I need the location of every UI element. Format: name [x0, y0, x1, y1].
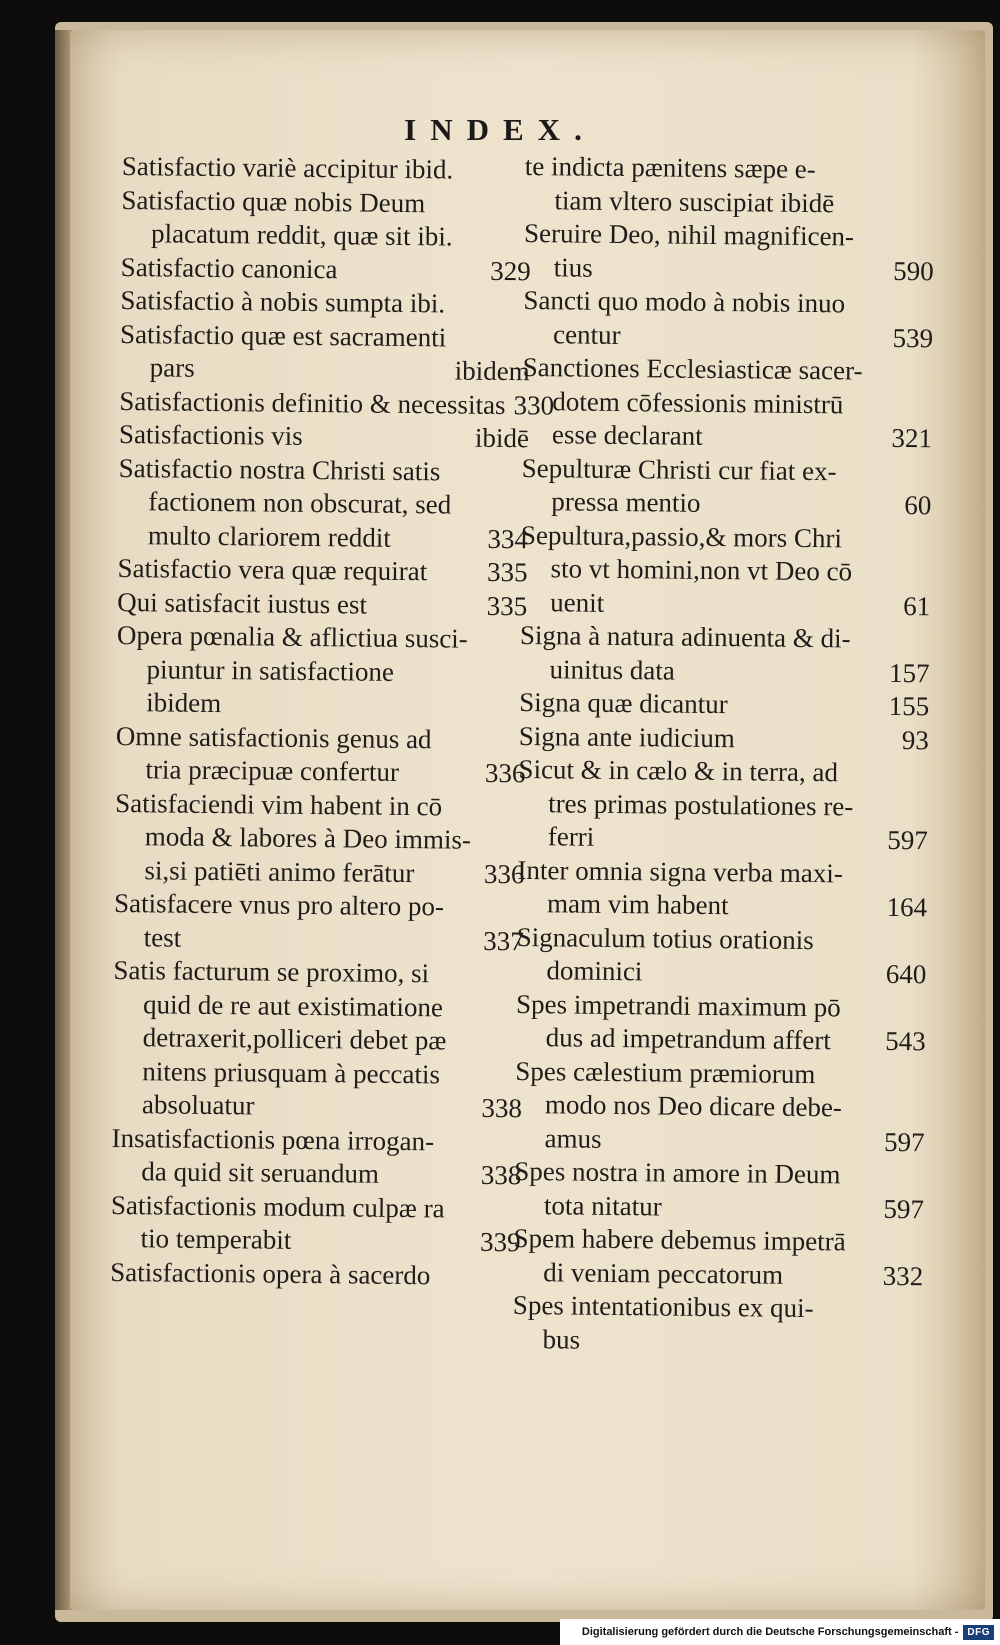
index-entry [121, 250, 531, 288]
index-entry-text: Sicut & in cælo & in terra, ad [518, 753, 839, 788]
index-entry-line [113, 1021, 523, 1059]
index-entry-line [518, 820, 928, 858]
index-entry-line [513, 1289, 923, 1327]
index-entry-text: multo clariorem reddit [147, 519, 392, 553]
index-entry-line [117, 552, 527, 590]
credit-text: Digitalisierung gefördert durch die Deutsche Forschungsgemeinschaft - [581, 1626, 959, 1638]
index-entry-text: dotem cōfessionis ministrū [552, 385, 844, 419]
index-entry-line [121, 217, 531, 255]
index-entry-text: uinitus data [549, 653, 675, 686]
index-entry [119, 418, 529, 456]
index-entry-line [114, 887, 524, 925]
index-entry [119, 384, 555, 422]
index-entry [120, 317, 531, 388]
page-reference: 334 [487, 523, 529, 554]
page-reference: 157 [888, 657, 930, 688]
index-entry-text: Sanctiones Ecclesiasticæ sacer- [522, 351, 863, 386]
index-entry-text: di veniam peccatorum [543, 1256, 784, 1290]
index-entry [116, 619, 527, 724]
index-entry-line [118, 518, 528, 556]
index-entry-text: esse declarant [551, 419, 703, 451]
index-entry [521, 451, 932, 522]
page-reference: 339 [479, 1226, 521, 1258]
index-entry-text: factionem non obscurat, sed [148, 486, 452, 520]
index-entry-text: ibidem [146, 687, 222, 719]
index-entry-text: pars [149, 352, 195, 383]
index-entry-line [520, 619, 930, 657]
index-entry-line [112, 1054, 522, 1092]
index-entry [118, 451, 529, 556]
index-entry-line [111, 1155, 521, 1193]
index-entry-text: pressa mentio [551, 486, 701, 518]
index-column-left [110, 150, 555, 1293]
index-entry-line [115, 820, 525, 858]
index-entry-line [514, 1155, 924, 1193]
page-reference: 330 [513, 389, 555, 421]
index-entry-text: sto vt homini,non vt Deo cō [550, 553, 853, 587]
index-entry-line [524, 217, 934, 255]
index-entry-line [118, 485, 528, 523]
index-entry-line [118, 451, 528, 489]
index-entry [512, 1289, 923, 1360]
index-entry-text: Signa à natura adinuenta & di- [519, 619, 851, 654]
index-entry-text: moda & labores à Deo immis- [144, 821, 472, 855]
page-reference: 60 [904, 489, 932, 521]
index-entry [518, 753, 929, 858]
index-entry [524, 217, 935, 288]
index-entry-text: Sancti quo modo à nobis inuo [523, 284, 846, 319]
index-entry-text: centur [552, 318, 621, 350]
index-entry-text: Signaculum totius orationis [516, 921, 814, 955]
index-entry [111, 1121, 522, 1192]
index-entry-text: Omne satisfactionis genus ad [115, 720, 432, 754]
index-entry-line [513, 1255, 923, 1293]
index-entry-line [119, 418, 529, 456]
index-entry [514, 1054, 925, 1159]
index-entry [110, 1188, 521, 1259]
index-entry [513, 1222, 924, 1293]
index-entry-text: Insatisfactionis pœna irrogan- [111, 1122, 435, 1156]
index-entry-line [518, 753, 928, 791]
index-entry-text: dominici [546, 955, 643, 987]
index-entry-line [116, 652, 526, 690]
index-entry-line [514, 1121, 924, 1159]
index-entry [524, 150, 935, 221]
index-entry-line [121, 250, 531, 288]
index-entry-text: Satisfactio quæ nobis Deum [121, 184, 426, 218]
page-reference: 335 [486, 590, 528, 621]
index-entry-text: tio temperabit [140, 1223, 292, 1255]
index-entry-text: Satisfactionis vis [118, 418, 303, 451]
index-entry [115, 719, 526, 790]
index-entry-text: Satisfactionis opera à sacerdo [110, 1256, 431, 1290]
index-entry-text: Spes cælestium præmiorum [515, 1055, 816, 1089]
index-entry [514, 1155, 925, 1226]
index-entry-line [523, 317, 933, 355]
index-entry-text: Opera pœnalia & aflictiua susci- [116, 619, 468, 654]
index-entry-line [522, 384, 932, 422]
index-entry-line [524, 183, 934, 221]
index-entry-line [120, 351, 530, 389]
index-entry-text: Inter omnia signa verba maxi- [517, 854, 843, 888]
page-reference: 338 [480, 1159, 522, 1191]
index-entry-line [519, 686, 929, 724]
index-entry-text: Satisfactio canonica [120, 251, 338, 284]
index-entry-text: bus [542, 1323, 581, 1355]
index-entry-line [512, 1322, 922, 1360]
index-entry-line [112, 1088, 522, 1126]
index-entry-text: ferri [547, 821, 595, 852]
index-entry-line [122, 150, 532, 188]
index-entry-text: Qui satisfacit iustus est [117, 586, 368, 620]
index-entry-line [523, 284, 933, 322]
page-reference: ibidem [454, 355, 530, 387]
index-entry [516, 920, 927, 991]
index-entry-line [519, 652, 929, 690]
index-entry-line [111, 1188, 521, 1226]
index-entry-line [520, 585, 930, 623]
page-reference: 597 [887, 824, 928, 856]
index-entry-text: placatum reddit, quæ sit ibi. [150, 218, 453, 252]
index-entry-line [525, 150, 935, 188]
index-entry-text: Spes intentationibus ex qui- [512, 1289, 814, 1324]
index-entry-line [121, 183, 531, 221]
index-entry-line [524, 250, 934, 288]
index-entry-line [516, 987, 926, 1025]
index-entry [110, 1255, 520, 1293]
index-entry-line [520, 552, 930, 590]
index-entry-text: tius [553, 251, 593, 283]
index-entry [519, 686, 929, 724]
index-entry [519, 719, 929, 757]
page-reference: 590 [893, 255, 934, 286]
page-reference: 336 [483, 858, 525, 889]
page-title: INDEX. [404, 112, 596, 147]
index-entry-text: Sepulturæ Christi cur fiat ex- [521, 452, 837, 486]
index-entry [519, 619, 930, 690]
index-entry [114, 786, 525, 891]
index-entry [117, 585, 527, 623]
index-entry-line [513, 1222, 923, 1260]
page-reference: 336 [484, 757, 526, 789]
page-reference: 640 [885, 958, 927, 990]
index-entry-text: Satisfactionis modum culpæ ra [110, 1189, 445, 1223]
index-entry-line [516, 954, 926, 992]
index-entry-text: amus [544, 1122, 602, 1154]
index-entry-text: Satisfactio vera quæ requirat [117, 552, 428, 587]
index-entry-text: Satisfactio variè accipitur ibid. [121, 150, 454, 185]
index-entry [114, 887, 525, 958]
index-entry-text: te indicta pænitens sæpe e- [524, 150, 816, 185]
index-entry [516, 987, 927, 1058]
index-entry-text: detraxerit,polliceri debet pæ [142, 1022, 447, 1056]
index-entry-line [115, 786, 525, 824]
index-entry-line [515, 1088, 925, 1126]
index-entry [522, 351, 933, 456]
index-entry-text: Satisfaciendi vim habent in cō [115, 787, 443, 821]
index-entry-text: Signa ante iudicium [518, 720, 735, 753]
index-entry [120, 284, 530, 322]
index-entry-text: tria præcipuæ confertur [145, 754, 400, 787]
index-entry-text: da quid sit seruandum [141, 1156, 380, 1189]
page-reference: 93 [901, 724, 930, 755]
index-entry-line [521, 451, 931, 489]
index-entry-text: tota nitatur [543, 1189, 662, 1221]
index-entry-text: tres primas postulationes re- [548, 787, 854, 821]
index-entry-line [517, 887, 927, 925]
index-entry-line [517, 853, 927, 891]
index-entry-line [523, 351, 933, 389]
index-entry-line [113, 987, 523, 1025]
index-entry [523, 284, 934, 355]
index-entry-text: uenit [550, 586, 605, 618]
index-entry-line [517, 920, 927, 958]
page-reference: 164 [886, 891, 928, 923]
index-entry-line [114, 920, 524, 958]
page-reference: 335 [486, 556, 528, 588]
index-entry-line [116, 719, 526, 757]
index-entry-line [120, 284, 530, 322]
index-entry-text: Satisfactio quæ est sacramenti [119, 318, 447, 352]
page-reference: 321 [891, 422, 933, 454]
index-entry-text: Satisfactionis definitio & necessitas [119, 385, 506, 420]
index-entry-text: Sepultura,passio,& mors Chri [520, 519, 843, 553]
index-entry-text: Seruire Deo, nihil magnificen- [523, 217, 855, 252]
dfg-logo: DFG [963, 1625, 994, 1640]
index-entry [121, 183, 532, 254]
index-entry-text: absoluatur [141, 1089, 255, 1121]
index-entry-line [116, 686, 526, 724]
index-entry-text: Spem habere debemus impetrā [513, 1222, 846, 1257]
page-reference: ibidē [474, 422, 530, 454]
index-entry-line [514, 1188, 924, 1226]
page-reference: 155 [888, 690, 930, 722]
index-entry-line [519, 719, 929, 757]
page-reference: 332 [882, 1260, 924, 1291]
index-entry-text: mam vim habent [546, 888, 729, 921]
index-entry-line [115, 753, 525, 791]
index-entry-line [516, 1021, 926, 1059]
index-entry-line [117, 585, 527, 623]
index-entry-text: Signa quæ dicantur [519, 686, 728, 720]
index-entry-text: dus ad impetrandum affert [545, 1022, 832, 1056]
index-entry-text: Spes impetrandi maximum pō [515, 988, 841, 1022]
index-entry-line [117, 619, 527, 657]
index-column-right [512, 150, 935, 1360]
index-entry-text: tiam vltero suscipiat ibidē [554, 184, 835, 218]
index-entry-text: Spes nostra in amore in Deum [514, 1155, 841, 1190]
index-entry-text: Satisfactio à nobis sumpta ibi. [120, 284, 446, 319]
index-entry-text: test [143, 921, 182, 953]
index-entry-text: modo nos Deo dicare debe- [544, 1089, 843, 1123]
page-reference: 539 [892, 322, 934, 353]
page-reference: 337 [483, 925, 524, 956]
index-entry-line [521, 518, 931, 556]
page-reference: 597 [883, 1126, 925, 1157]
index-entry-line [120, 317, 530, 355]
index-entry [520, 518, 931, 623]
page-reference: 597 [883, 1193, 925, 1224]
index-entry-text: Satisfactio nostra Christi satis [118, 452, 441, 486]
index-entry-line [522, 418, 932, 456]
index-entry-line [515, 1054, 925, 1092]
index-entry-line [110, 1222, 520, 1260]
index-entry-text: quid de re aut existimatione [142, 988, 444, 1022]
index-entry-text: piuntur in satisfactione [146, 653, 395, 687]
index-entry-line [113, 954, 523, 992]
index-entry-line [518, 786, 928, 824]
index-entry [122, 150, 532, 188]
page-reference: 61 [903, 590, 931, 621]
digitization-credit [560, 1619, 1000, 1645]
index-entry [112, 954, 524, 1126]
index-entry-line [119, 384, 555, 422]
index-entry-text: Satis facturum se proximo, si [113, 954, 430, 989]
page-reference: 329 [490, 255, 531, 286]
page-reference: 543 [885, 1025, 926, 1057]
index-entry-line [110, 1255, 520, 1293]
index-entry-text: nitens priusquam à peccatis [142, 1055, 441, 1089]
index-entry-text: Satisfacere vnus pro altero po- [113, 887, 445, 922]
index-entry-line [521, 485, 931, 523]
index-entry [117, 552, 527, 590]
index-entry-text: si,si patiēti animo ferātur [144, 854, 415, 888]
index-entry-line [114, 853, 524, 891]
page-reference: 338 [481, 1092, 523, 1124]
index-entry [517, 853, 928, 924]
index-entry-line [111, 1121, 521, 1159]
